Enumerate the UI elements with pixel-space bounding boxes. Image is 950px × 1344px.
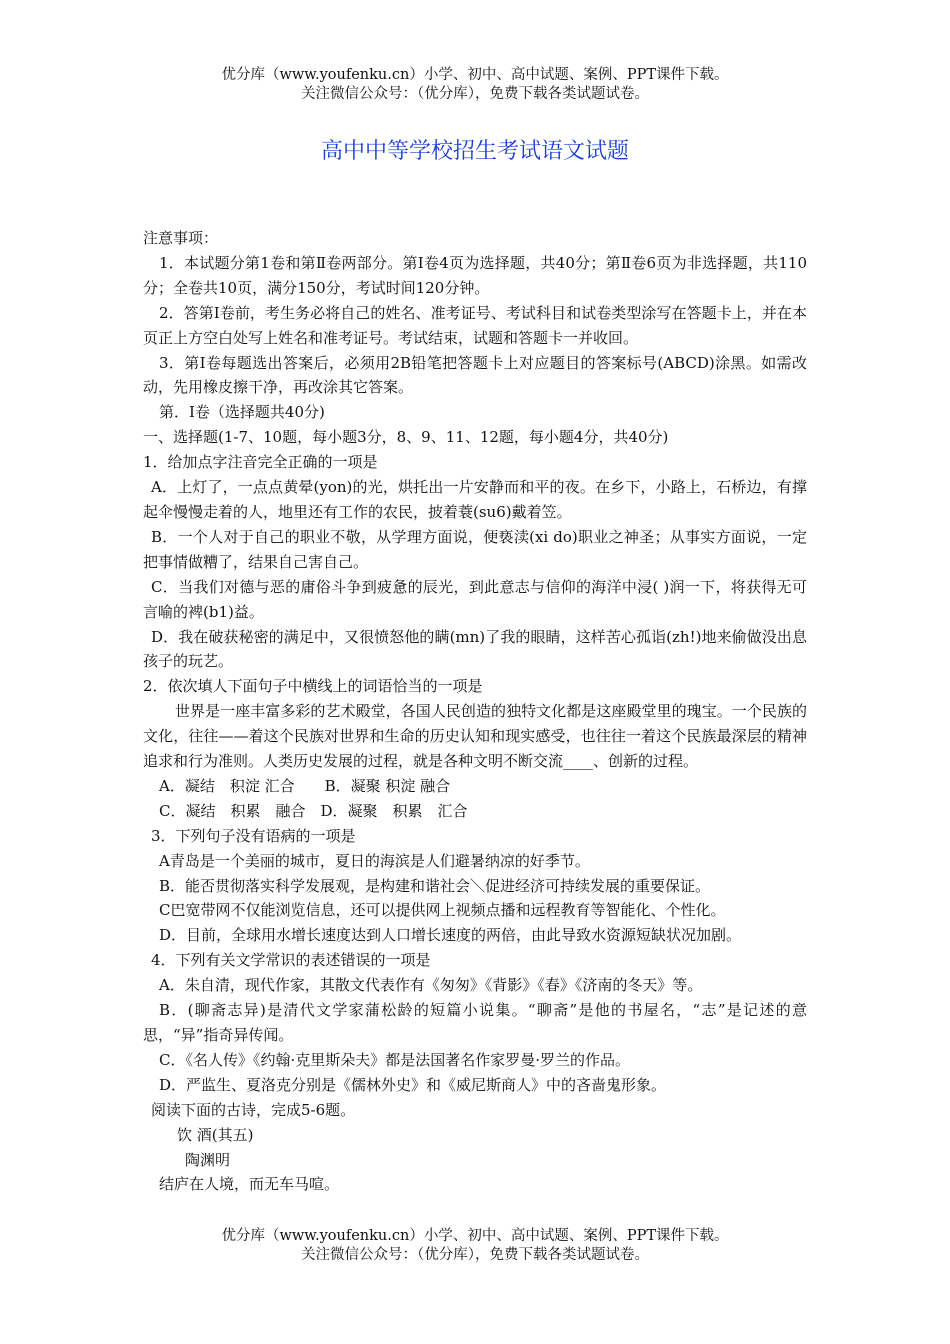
- q4-stem: 4．下列有关文学常识的表述错误的一项是: [151, 951, 431, 970]
- document-body: [143, 226, 807, 1197]
- q2-passage: 世界是一座丰富多彩的艺术殿堂，各国人民创造的独特文化都是这座殿堂里的瑰宝。一个民族的文化，往往——着这个民族对世界和生命的历史认知和现实感受，也往往一着这个民族最深层的精神追求和行为准则。人类历史发展的过程，就是各种文明不断交流____、创新的过程。: [143, 702, 807, 771]
- q2-options-ab: A．凝结 积淀 汇合 B．凝聚 积淀 融合: [159, 776, 451, 795]
- q2-options-cd: C．凝结 积累 融合 D．凝聚 积累 汇合: [159, 801, 468, 820]
- footer-line-2: 关注微信公众号：（优分库），免费下载各类试题试卷。: [301, 1247, 649, 1263]
- q1-stem: 1．给加点字注音完全正确的一项是: [143, 453, 378, 472]
- notice-heading: 注意事项：: [143, 229, 219, 247]
- q2-stem: 2．依次填人下面句子中横线上的词语恰当的一项是: [143, 677, 483, 696]
- page-footer: [0, 1227, 950, 1265]
- q1-option-c: C．当我们对德与恶的庸俗斗争到疲惫的辰光，到此意志与信仰的海洋中浸( )润一下，将获得无可言喻的裨(b1)益。: [143, 577, 807, 621]
- poem-title: 饮 酒(其五): [177, 1125, 254, 1144]
- notice-item-1: 1．本试题分第1卷和第Ⅱ卷两部分。第I卷4页为选择题，共40分；第Ⅱ卷6页为非选择题，共110分；全卷共10页，满分150分，考试时间120分钟。: [143, 253, 807, 297]
- notice-item-3: 3．第I卷每题选出答案后，必须用2B铅笔把答题卡上对应题目的答案标号(ABCD)涂黑。如需改动，先用橡皮擦干净，再改涂其它答案。: [143, 353, 807, 397]
- q3-option-a: A青岛是一个美丽的城市，夏日的海滨是人们避暑纳凉的好季节。: [159, 851, 590, 870]
- q3-option-d: D．目前，全球用水增长速度达到人口增长速度的两倍，由此导致水资源短缺状况加剧。: [159, 926, 742, 945]
- notice-item-2: 2．答第I卷前，考生务必将自己的姓名、准考证号、考试科目和试卷类型涂写在答题卡上，并在本页正上方空白处写上姓名和准考证号。考试结束，试题和答题卡一并收回。: [143, 303, 807, 347]
- footer-line-1: 优分库（www.youfenku.cn）小学、初中、高中试题、案例、PPT课件下载。: [221, 1228, 729, 1244]
- q4-option-d: D．严监生、夏洛克分别是《儒林外史》和《威尼斯商人》中的吝啬鬼形象。: [159, 1075, 667, 1094]
- header-line-2: 关注微信公众号：（优分库），免费下载各类试题试卷。: [301, 86, 649, 102]
- q4-option-a: A．朱自清，现代作家，其散文代表作有《匆匆》《背影》《春》《济南的冬天》等。: [159, 976, 703, 995]
- page-title: 高中中等学校招生考试语文试题: [320, 139, 629, 164]
- page-header: [0, 66, 950, 104]
- section-heading: 一、选择题(1-7、10题，每小题3分，8、9、11、12题，每小题4分，共40分): [143, 428, 669, 447]
- q4-option-b: B．(聊斋志异)是清代文学家蒲松龄的短篇小说集。“聊斋”是他的书屋名，“志”是记述的意思，“异”指奇异传闻。: [143, 1001, 807, 1044]
- q3-option-b: B．能否贯彻落实科学发展观，是构建和谐社会＼促进经济可持续发展的重要保证。: [159, 876, 711, 895]
- poem-author: 陶渊明: [185, 1150, 231, 1169]
- q3-option-c: C巴宽带网不仅能浏览信息，还可以提供网上视频点播和远程教育等智能化、个性化。: [159, 901, 726, 920]
- poem-line-1: 结庐在人境，而无车马喧。: [159, 1175, 340, 1194]
- q3-stem: 3．下列句子没有语病的一项是: [151, 826, 356, 845]
- q1-option-b: B．一个人对于自己的职业不敬，从学理方面说，便亵渎(xi do)职业之神圣；从事实方面说，一定把事情做糟了，结果自己害自己。: [143, 527, 807, 571]
- poem-intro: 阅读下面的古诗，完成5-6题。: [151, 1100, 356, 1119]
- q1-option-d: D．我在破获秘密的满足中，又很愤怒他的瞒(mn)了我的眼睛，这样苦心孤诣(zh!)地来偷做没出息孩子的玩艺。: [143, 627, 807, 671]
- q1-option-a: A．上灯了，一点点黄晕(yon)的光，烘托出一片安静而和平的夜。在乡下，小路上，石桥边，有撑起伞慢慢走着的人，地里还有工作的农民，披着蓑(su6)戴着笠。: [143, 478, 807, 521]
- header-line-1: 优分库（www.youfenku.cn）小学、初中、高中试题、案例、PPT课件下载。: [221, 67, 729, 83]
- part1-heading: 第．I卷（选择题共40分): [159, 403, 325, 422]
- q4-option-c: C．《名人传》《约翰·克里斯朵夫》都是法国著名作家罗曼·罗兰的作品。: [159, 1050, 631, 1069]
